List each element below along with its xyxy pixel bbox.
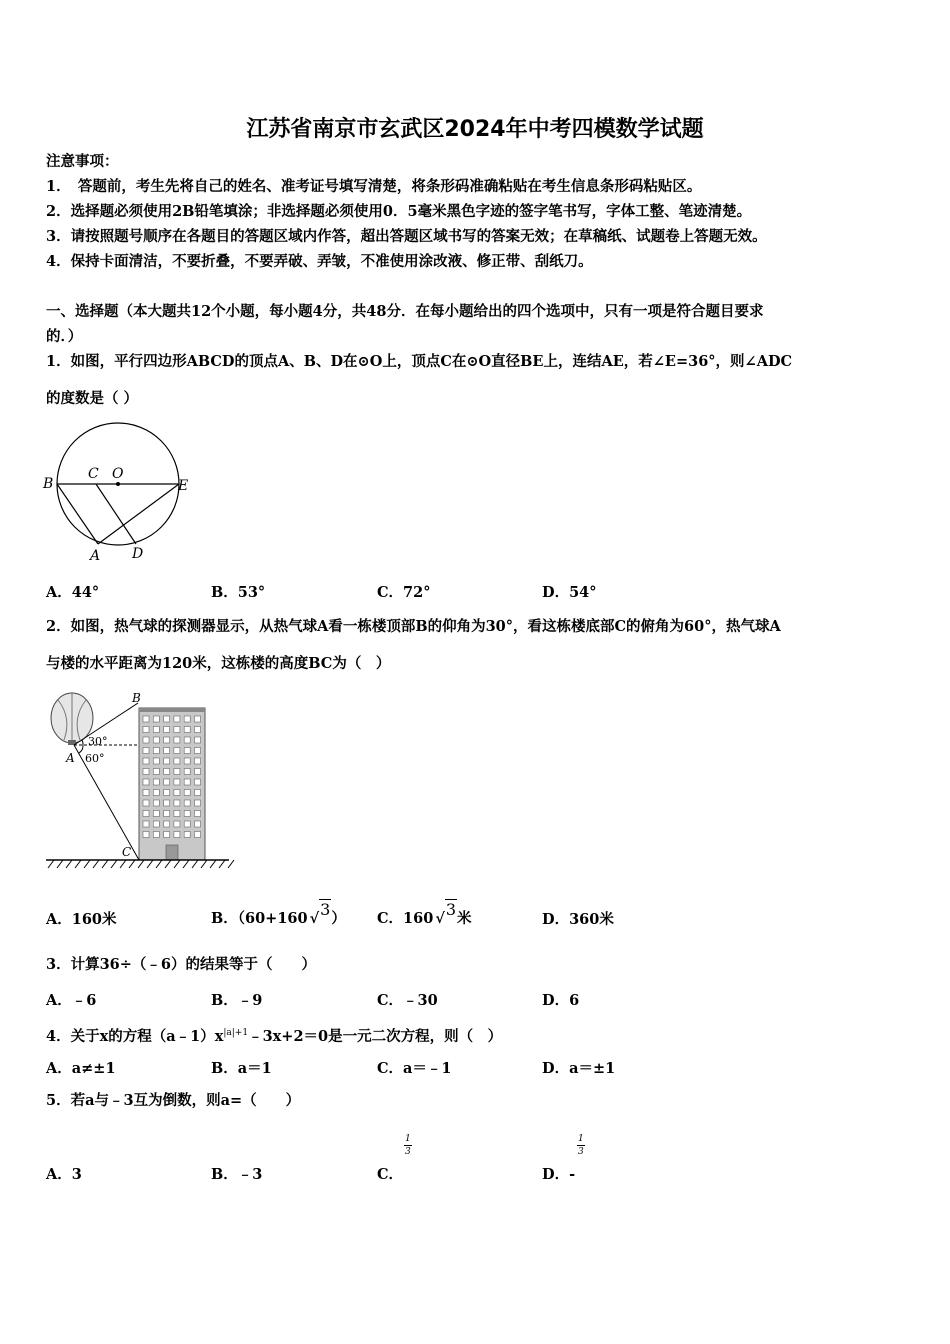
section-heading-cont: 的．） bbox=[46, 328, 83, 345]
building-window bbox=[143, 800, 149, 806]
notice-item: 1． 答题前，考生先将自己的姓名、准考证号填写清楚，将条形码准确粘贴在考生信息条形码粘贴区。 bbox=[46, 178, 702, 195]
building-window bbox=[153, 832, 159, 838]
segment-ae bbox=[98, 484, 179, 544]
building-window bbox=[184, 811, 190, 817]
q2-stem-cont: 与楼的水平距离为120米，这栋楼的高度BC为（ ） bbox=[46, 655, 391, 672]
label-c: C bbox=[88, 466, 99, 482]
label-b: B bbox=[43, 476, 54, 492]
building-window bbox=[143, 758, 149, 764]
building-window bbox=[164, 832, 170, 838]
q1-stem-cont: 的度数是（ ） bbox=[46, 390, 139, 407]
building-window bbox=[195, 727, 201, 733]
building-window bbox=[143, 769, 149, 775]
label-30: 30° bbox=[88, 735, 108, 748]
ground-hatch bbox=[219, 860, 225, 868]
building-window bbox=[164, 800, 170, 806]
building-window bbox=[153, 769, 159, 775]
building-window bbox=[195, 790, 201, 796]
building-window bbox=[164, 821, 170, 827]
q4-stem-pre: 4．关于x的方程（a﹣1）x bbox=[46, 1027, 224, 1045]
building-window bbox=[195, 758, 201, 764]
ground-hatch bbox=[192, 860, 198, 868]
building-window bbox=[153, 758, 159, 764]
section-heading: 一、选择题（本大题共12个小题，每小题4分，共48分．在每小题给出的四个选项中，只有一项是符合题目要求 bbox=[46, 303, 764, 320]
building-window bbox=[174, 727, 180, 733]
building-window bbox=[153, 727, 159, 733]
label-a: A bbox=[90, 548, 101, 564]
q5-option-b[interactable]: B．﹣3 bbox=[211, 1166, 263, 1183]
label-a: A bbox=[66, 751, 75, 765]
ground-hatch bbox=[174, 860, 180, 868]
building-window bbox=[153, 737, 159, 743]
building-window bbox=[174, 716, 180, 722]
building-window bbox=[195, 737, 201, 743]
building-window bbox=[164, 716, 170, 722]
building-window bbox=[184, 737, 190, 743]
building-window bbox=[143, 727, 149, 733]
page-title: 江苏省南京市玄武区2024年中考四模数学试题 bbox=[246, 117, 704, 142]
q2-balloon-building-figure bbox=[44, 688, 244, 873]
q5-option-c[interactable]: C． bbox=[377, 1166, 404, 1183]
building-window bbox=[195, 748, 201, 754]
q4-exponent: |a|+1 bbox=[223, 1028, 249, 1038]
ground-hatch bbox=[210, 860, 216, 868]
q1-option-d[interactable]: D．54° bbox=[542, 584, 597, 601]
q3-option-c[interactable]: C．﹣30 bbox=[377, 992, 438, 1009]
label-e: E bbox=[178, 478, 189, 494]
q2-stem: 2．如图，热气球的探测器显示，从热气球A看一栋楼顶部B的仰角为30°，看这栋楼底部C的俯角为60°，热气球A bbox=[46, 618, 781, 635]
ground-hatch bbox=[102, 860, 108, 868]
building-window bbox=[153, 800, 159, 806]
q2-option-c[interactable] bbox=[377, 899, 472, 938]
building-door bbox=[166, 845, 178, 860]
building-window bbox=[164, 769, 170, 775]
q4-option-d[interactable]: D．a＝±1 bbox=[542, 1060, 616, 1077]
building-window bbox=[143, 737, 149, 743]
building-window bbox=[153, 716, 159, 722]
q5-stem: 5．若a与﹣3互为倒数，则a=（ ） bbox=[46, 1092, 301, 1109]
q4-option-b[interactable]: B．a＝1 bbox=[211, 1060, 272, 1077]
building-window bbox=[174, 758, 180, 764]
building-window bbox=[174, 769, 180, 775]
building-window bbox=[164, 737, 170, 743]
sqrt-icon: √3 bbox=[309, 900, 331, 927]
q2-option-c-pre: C．160 bbox=[377, 910, 434, 927]
building-window bbox=[195, 716, 201, 722]
building-window bbox=[184, 748, 190, 754]
segment-cd bbox=[96, 484, 136, 544]
ground-hatch bbox=[138, 860, 144, 868]
notice-item: 4．保持卡面清洁，不要折叠，不要弄破、弄皱，不准使用涂改液、修正带、刮纸刀。 bbox=[46, 253, 593, 270]
q4-option-c[interactable]: C．a＝﹣1 bbox=[377, 1060, 452, 1077]
ground-hatch bbox=[201, 860, 207, 868]
building-window bbox=[143, 779, 149, 785]
building-window bbox=[195, 821, 201, 827]
ground-hatch bbox=[93, 860, 99, 868]
ground-hatch bbox=[156, 860, 162, 868]
q1-option-c[interactable]: C．72° bbox=[377, 584, 431, 601]
q2-option-c-post: 米 bbox=[457, 910, 472, 927]
q1-stem: 1．如图，平行四边形ABCD的顶点A、B、D在⊙O上，顶点C在⊙O直径BE上，连结AE，若∠E=36°，则∠ADC bbox=[46, 353, 793, 370]
q5-option-d[interactable]: D．- bbox=[542, 1166, 576, 1183]
ground-hatch bbox=[129, 860, 135, 868]
notice-heading: 注意事项： bbox=[46, 153, 119, 170]
building-window bbox=[143, 716, 149, 722]
building-window bbox=[153, 779, 159, 785]
building-window bbox=[195, 832, 201, 838]
q3-option-b[interactable]: B．﹣9 bbox=[211, 992, 263, 1009]
ground-hatch bbox=[84, 860, 90, 868]
q2-option-a[interactable]: A．160米 bbox=[46, 911, 117, 928]
label-d: D bbox=[132, 546, 144, 562]
q3-option-a[interactable]: A．﹣6 bbox=[46, 992, 97, 1009]
ground-hatch bbox=[111, 860, 117, 868]
building-window bbox=[174, 737, 180, 743]
building-window bbox=[174, 800, 180, 806]
q2-option-d[interactable]: D．360米 bbox=[542, 911, 614, 928]
q1-option-b[interactable]: B．53° bbox=[211, 584, 266, 601]
building-window bbox=[153, 748, 159, 754]
building-window bbox=[164, 758, 170, 764]
building-window bbox=[174, 790, 180, 796]
building-window bbox=[195, 811, 201, 817]
building-window bbox=[184, 727, 190, 733]
notice-item: 2．选择题必须使用2B铅笔填涂；非选择题必须使用0．5毫米黑色字迹的签字笔书写，字体工整、笔迹清楚。 bbox=[46, 203, 752, 220]
building-window bbox=[164, 748, 170, 754]
building-window bbox=[174, 779, 180, 785]
label-o: O bbox=[112, 466, 124, 482]
building-window bbox=[195, 800, 201, 806]
building-window bbox=[184, 800, 190, 806]
building-window bbox=[153, 821, 159, 827]
building-window bbox=[164, 811, 170, 817]
building-window bbox=[184, 758, 190, 764]
building-window bbox=[174, 811, 180, 817]
building-window bbox=[164, 727, 170, 733]
sightline-ac bbox=[74, 745, 139, 860]
q5-option-a[interactable]: A．3 bbox=[46, 1166, 82, 1183]
building-window bbox=[164, 779, 170, 785]
ground-hatch bbox=[75, 860, 81, 868]
ground-hatch bbox=[120, 860, 126, 868]
ground-hatch bbox=[228, 860, 234, 868]
q5-option-c-fraction: $\frac{1}{3}$ bbox=[405, 1134, 411, 1157]
q2-option-b[interactable] bbox=[211, 899, 346, 938]
q1-option-a[interactable]: A．44° bbox=[46, 584, 100, 601]
q3-option-d[interactable]: D．6 bbox=[542, 992, 580, 1009]
label-60: 60° bbox=[85, 752, 105, 765]
building-window bbox=[195, 769, 201, 775]
building-window bbox=[184, 821, 190, 827]
q4-option-a[interactable]: A．a≠±1 bbox=[46, 1060, 116, 1077]
building-window bbox=[174, 832, 180, 838]
building-window bbox=[143, 821, 149, 827]
center-point bbox=[116, 482, 120, 486]
building-window bbox=[184, 790, 190, 796]
segment-ba bbox=[57, 484, 98, 544]
q2-option-b-pre: B．（60+160 bbox=[211, 910, 308, 927]
building-window bbox=[184, 832, 190, 838]
ground-hatch bbox=[183, 860, 189, 868]
building-window bbox=[184, 716, 190, 722]
label-c: C bbox=[122, 845, 132, 859]
building-window bbox=[184, 779, 190, 785]
building-window bbox=[153, 790, 159, 796]
building-window bbox=[174, 821, 180, 827]
q4-stem-post: ﹣3x+2＝0是一元二次方程，则（ ） bbox=[248, 1027, 503, 1045]
notice-item: 3．请按照题号顺序在各题目的答题区域内作答，超出答题区域书写的答案无效；在草稿纸、试题卷上答题无效。 bbox=[46, 228, 767, 245]
building-window bbox=[143, 811, 149, 817]
ground-hatch bbox=[147, 860, 153, 868]
building-window bbox=[143, 748, 149, 754]
building-window bbox=[143, 790, 149, 796]
label-b: B bbox=[132, 691, 141, 705]
ground-hatch bbox=[57, 860, 63, 868]
building-window bbox=[153, 811, 159, 817]
ground-hatch bbox=[48, 860, 54, 868]
q2-option-b-post: ） bbox=[331, 910, 346, 927]
q1-circle-figure bbox=[40, 420, 200, 570]
building-window bbox=[143, 832, 149, 838]
q5-option-d-fraction: $\frac{1}{3}$ bbox=[578, 1134, 584, 1157]
building-window bbox=[195, 779, 201, 785]
ground-hatch bbox=[165, 860, 171, 868]
building-window bbox=[174, 748, 180, 754]
building-window bbox=[184, 769, 190, 775]
q3-stem: 3．计算36÷（﹣6）的结果等于（ ） bbox=[46, 956, 317, 973]
sqrt-icon: √3 bbox=[435, 900, 457, 927]
building-window bbox=[164, 790, 170, 796]
ground-hatch bbox=[66, 860, 72, 868]
q4-stem bbox=[46, 1023, 502, 1047]
